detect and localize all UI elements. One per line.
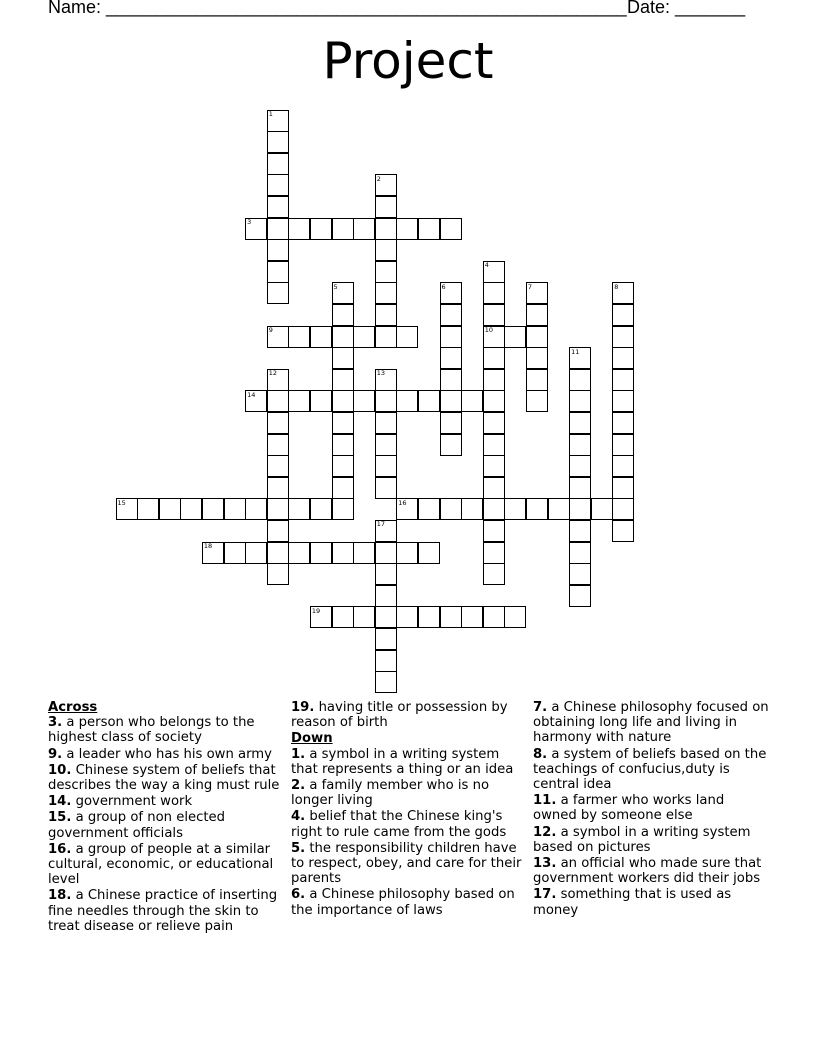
- grid-cell[interactable]: [310, 326, 332, 348]
- grid-cell[interactable]: [375, 239, 397, 261]
- grid-cell[interactable]: [353, 606, 375, 628]
- grid-cell[interactable]: [396, 542, 418, 564]
- clue-down-5: 5. the responsibility children have to respect, obey, and care for their parents: [291, 840, 522, 887]
- grid-cell[interactable]: [353, 542, 375, 564]
- name-line[interactable]: ____________________________________________________: [106, 0, 627, 17]
- date-label: Date:: [627, 0, 671, 17]
- clue-down-1: 1. a symbol in a writing system that represents a thing or an idea: [291, 746, 514, 777]
- down-heading: Down: [291, 731, 333, 747]
- grid-cell[interactable]: [310, 542, 332, 564]
- clue-down-4: 4. belief that the Chinese king's right to rule came from the gods: [291, 809, 507, 840]
- grid-cell[interactable]: [526, 347, 548, 369]
- clue-number-label: 16: [398, 498, 407, 507]
- grid-cell[interactable]: [483, 390, 505, 412]
- clue-number-label: 17: [376, 520, 385, 529]
- grid-cell[interactable]: [375, 542, 397, 564]
- grid-cell[interactable]: [353, 390, 375, 412]
- grid-cell[interactable]: [612, 304, 634, 326]
- grid-cell[interactable]: [267, 563, 289, 585]
- grid-cell[interactable]: [310, 390, 332, 412]
- clue-number-label: 15: [117, 498, 126, 507]
- grid-cell[interactable]: [267, 282, 289, 304]
- clue-number-label: 18: [203, 542, 213, 550]
- clue-across-19: 19. having title or possession by reason of birth: [291, 700, 508, 731]
- clue-down-2: 2. a family member who is no longer living: [291, 778, 490, 809]
- grid-cell[interactable]: [375, 261, 397, 283]
- grid-cell[interactable]: [569, 390, 591, 412]
- grid-cell[interactable]: [267, 390, 289, 412]
- page-title: Project: [322, 32, 494, 90]
- grid-cell[interactable]: [375, 671, 397, 693]
- grid-cell[interactable]: [418, 542, 440, 564]
- grid-cell[interactable]: [440, 434, 462, 456]
- grid-cell[interactable]: [569, 585, 591, 607]
- grid-cell[interactable]: [612, 412, 634, 434]
- grid-cell[interactable]: [332, 477, 354, 499]
- grid-cell[interactable]: [288, 498, 310, 520]
- grid-cell[interactable]: [332, 542, 354, 564]
- clue-down-8: 8. a system of beliefs based on the teachings of confucius,duty is central idea: [533, 746, 767, 793]
- grid-cell[interactable]: [569, 542, 591, 564]
- grid-cell[interactable]: [267, 434, 289, 456]
- grid-cell[interactable]: [526, 326, 548, 348]
- grid-cell[interactable]: [483, 477, 505, 499]
- grid-cell[interactable]: [483, 347, 505, 369]
- grid-cell[interactable]: [569, 455, 591, 477]
- grid-cell[interactable]: [267, 196, 289, 218]
- grid-cell[interactable]: [332, 455, 354, 477]
- grid-cell[interactable]: [569, 412, 591, 434]
- grid-cell[interactable]: [310, 218, 332, 240]
- clue-number-label: 19: [311, 606, 321, 615]
- grid-cell[interactable]: [569, 434, 591, 456]
- grid-cell[interactable]: [526, 390, 548, 412]
- grid-cell[interactable]: [332, 390, 354, 412]
- grid-cell[interactable]: [310, 498, 332, 520]
- grid-cell[interactable]: [526, 369, 548, 391]
- clue-down-11: 11. a farmer who works land owned by someone else: [533, 793, 725, 824]
- grid-cell[interactable]: [375, 304, 397, 326]
- grid-cell[interactable]: [396, 218, 418, 240]
- grid-cell[interactable]: [440, 218, 462, 240]
- grid-cell[interactable]: [332, 304, 354, 326]
- clue-number-label: 7: [527, 282, 533, 291]
- grid-cell[interactable]: [396, 326, 418, 348]
- grid-cell[interactable]: [332, 369, 354, 391]
- grid-cell[interactable]: [288, 326, 310, 348]
- grid-cell[interactable]: [267, 153, 289, 175]
- grid-cell[interactable]: [548, 498, 570, 520]
- grid-cell[interactable]: [418, 218, 440, 240]
- clue-across-18: 18. a Chinese practice of inserting fine needles through the skin to treat disease or relieve pain: [48, 888, 278, 934]
- grid-cell[interactable]: [612, 326, 634, 348]
- grid-cell[interactable]: [612, 390, 634, 412]
- grid-cell[interactable]: [375, 218, 397, 240]
- date-line[interactable]: _______: [675, 0, 746, 17]
- grid-cell[interactable]: [245, 542, 267, 564]
- grid-cell[interactable]: [483, 455, 505, 477]
- grid-cell[interactable]: [375, 412, 397, 434]
- grid-cell[interactable]: [353, 326, 375, 348]
- grid-cell[interactable]: [137, 498, 159, 520]
- grid-cell[interactable]: [245, 498, 267, 520]
- grid-cell[interactable]: [375, 606, 397, 628]
- grid-cell[interactable]: [483, 369, 505, 391]
- grid-cell[interactable]: [267, 261, 289, 283]
- grid-cell[interactable]: [375, 196, 397, 218]
- grid-cell[interactable]: [504, 606, 526, 628]
- grid-cell[interactable]: [180, 498, 202, 520]
- clue-number-label: 12: [268, 369, 277, 378]
- grid-cell[interactable]: [526, 304, 548, 326]
- grid-cell[interactable]: [483, 542, 505, 564]
- clue-down-17: 17. something that is used as money: [533, 887, 732, 918]
- grid-cell[interactable]: [418, 390, 440, 412]
- grid-cell[interactable]: [612, 477, 634, 499]
- grid-cell[interactable]: [461, 498, 483, 520]
- grid-cell[interactable]: [332, 412, 354, 434]
- clue-down-12: 12. a symbol in a writing system based on pictures: [533, 824, 751, 855]
- clue-number-label: 6: [441, 282, 446, 291]
- grid-cell[interactable]: [483, 520, 505, 542]
- clue-across-16: 16. a group of people at a similar cultural, economic, or educational level: [48, 841, 274, 888]
- grid-cell[interactable]: [288, 542, 310, 564]
- grid-cell[interactable]: [375, 650, 397, 672]
- clue-number-label: 3: [247, 218, 252, 226]
- clue-number-label: 13: [376, 369, 385, 378]
- grid-cell[interactable]: [332, 347, 354, 369]
- grid-cell[interactable]: [375, 585, 397, 607]
- grid-cell[interactable]: [267, 239, 289, 261]
- clue-number-label: 4: [484, 261, 489, 270]
- grid-cell[interactable]: [375, 563, 397, 585]
- grid-cell[interactable]: [483, 606, 505, 628]
- grid-cell[interactable]: [504, 326, 526, 348]
- grid-cell[interactable]: [375, 434, 397, 456]
- grid-cell[interactable]: [375, 390, 397, 412]
- grid-cell[interactable]: [440, 347, 462, 369]
- clue-number-label: 8: [614, 282, 619, 291]
- grid-cell[interactable]: [224, 542, 246, 564]
- grid-cell[interactable]: [224, 498, 246, 520]
- grid-cell[interactable]: [267, 498, 289, 520]
- grid-cell[interactable]: [440, 304, 462, 326]
- grid-cell[interactable]: [375, 628, 397, 650]
- grid-cell[interactable]: [461, 390, 483, 412]
- clue-number-label: 2: [376, 174, 381, 183]
- grid-cell[interactable]: [526, 498, 548, 520]
- clue-across-15: 15. a group of non elected government officials: [48, 810, 226, 841]
- grid-cell[interactable]: [569, 563, 591, 585]
- clue-column-2: [291, 700, 529, 919]
- grid-cell[interactable]: [267, 520, 289, 542]
- name-label: Name:: [48, 0, 102, 17]
- grid-cell[interactable]: [267, 174, 289, 196]
- grid-cell[interactable]: [504, 498, 526, 520]
- grid-cell[interactable]: [440, 498, 462, 520]
- grid-cell[interactable]: [461, 606, 483, 628]
- clue-number-label: 11: [571, 347, 580, 356]
- clue-number-label: 1: [268, 110, 273, 118]
- clue-column-1: [48, 700, 286, 935]
- grid-cell[interactable]: [612, 498, 634, 520]
- grid-cell[interactable]: [159, 498, 181, 520]
- grid-cell[interactable]: [569, 477, 591, 499]
- grid-cell[interactable]: [440, 326, 462, 348]
- grid-cell[interactable]: [288, 218, 310, 240]
- grid-cell[interactable]: [267, 412, 289, 434]
- grid-cell[interactable]: [612, 520, 634, 542]
- grid-cell[interactable]: [591, 498, 613, 520]
- grid-cell[interactable]: [288, 390, 310, 412]
- grid-cell[interactable]: [375, 326, 397, 348]
- grid-cell[interactable]: [418, 606, 440, 628]
- grid-cell[interactable]: [332, 326, 354, 348]
- grid-cell[interactable]: [267, 542, 289, 564]
- grid-cell[interactable]: [483, 282, 505, 304]
- grid-cell[interactable]: [267, 477, 289, 499]
- grid-cell[interactable]: [440, 390, 462, 412]
- grid-cell[interactable]: [332, 434, 354, 456]
- grid-cell[interactable]: [332, 218, 354, 240]
- grid-cell[interactable]: [483, 563, 505, 585]
- grid-cell[interactable]: [569, 520, 591, 542]
- clue-number-label: 9: [268, 326, 273, 334]
- grid-cell[interactable]: [569, 498, 591, 520]
- grid-cell[interactable]: [267, 218, 289, 240]
- grid-cell[interactable]: [483, 434, 505, 456]
- grid-cell[interactable]: [353, 218, 375, 240]
- clue-across-3: 3. a person who belongs to the highest class of society: [48, 715, 255, 746]
- clue-number-label: 14: [247, 390, 256, 399]
- grid-cell[interactable]: [483, 304, 505, 326]
- grid-cell[interactable]: [375, 477, 397, 499]
- across-heading: Across: [48, 700, 98, 715]
- clue-number-label: 10: [484, 326, 493, 334]
- grid-cell[interactable]: [396, 606, 418, 628]
- grid-cell[interactable]: [612, 347, 634, 369]
- clue-across-14: 14. government work: [48, 794, 193, 810]
- clue-across-9: 9. a leader who has his own army: [48, 746, 272, 762]
- grid-cell[interactable]: [202, 498, 224, 520]
- grid-cell[interactable]: [483, 412, 505, 434]
- grid-cell[interactable]: [569, 369, 591, 391]
- clue-column-3: [533, 700, 771, 919]
- grid-cell[interactable]: [418, 498, 440, 520]
- grid-cell[interactable]: [612, 434, 634, 456]
- grid-cell[interactable]: [612, 369, 634, 391]
- grid-cell[interactable]: [375, 282, 397, 304]
- clue-across-10: 10. Chinese system of beliefs that describes the way a king must rule: [48, 762, 280, 794]
- clue-number-label: 5: [333, 282, 338, 291]
- grid-cell[interactable]: [483, 498, 505, 520]
- grid-cell[interactable]: [267, 455, 289, 477]
- grid-cell[interactable]: [440, 606, 462, 628]
- grid-cell[interactable]: [375, 455, 397, 477]
- grid-cell[interactable]: [396, 390, 418, 412]
- grid-cell[interactable]: [440, 412, 462, 434]
- grid-cell[interactable]: [332, 606, 354, 628]
- grid-cell[interactable]: [267, 131, 289, 153]
- grid-cell[interactable]: [440, 369, 462, 391]
- clue-down-6: 6. a Chinese philosophy based on the importance of laws: [291, 887, 515, 918]
- clue-down-13: 13. an official who made sure that government workers did their jobs: [533, 856, 762, 887]
- grid-cell[interactable]: [332, 498, 354, 520]
- grid-cell[interactable]: [612, 455, 634, 477]
- clue-down-7: 7. a Chinese philosophy focused on obtaining long life and living in harmony with nature: [533, 700, 769, 746]
